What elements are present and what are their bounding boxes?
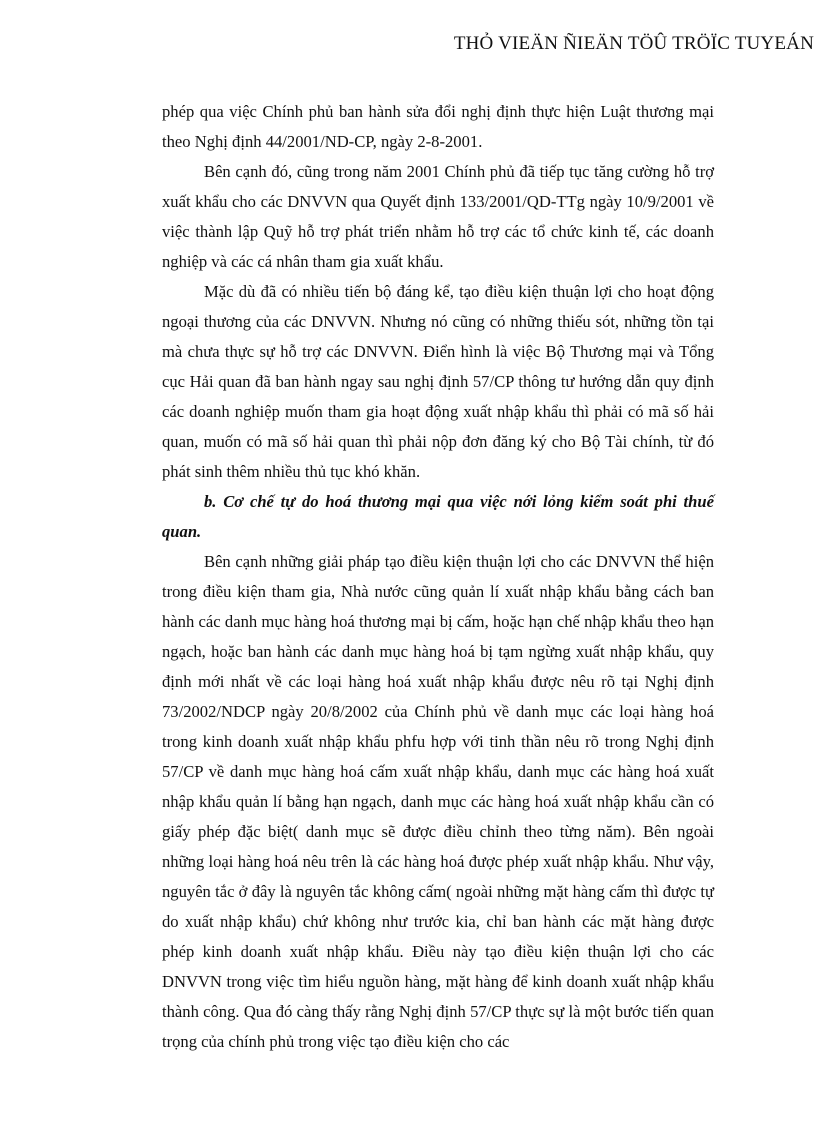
paragraph: Bên cạnh đó, cũng trong năm 2001 Chính phủ đã tiếp tục tăng cường hỗ trợ xuất khẩu cho các DNVVN qua Quyết định 133/2001/QD-TTg ngày 10/9/2001 về việc thành lập Quỹ hỗ trợ phát triển nhằm hỗ trợ các tổ chức kinh tế, các doanh nghiệp và các cá nhân tham gia xuất khẩu.: [162, 162, 714, 271]
paragraph: Bên cạnh những giải pháp tạo điều kiện thuận lợi cho các DNVVN thể hiện trong điều kiện tham gia, Nhà nước cũng quản lí xuất nhập khẩu bằng cách ban hành các danh mục hàng hoá thương mại bị cấm, hoặc hạn chế nhập khẩu theo hạn ngạch, hoặc ban hành các danh mục hàng hoá bị tạm ngừng xuất nhập khẩu, quy định mới nhất về các loại hàng hoá xuất nhập khẩu được nêu rõ tại Nghị định 73/2002/NDCP ngày 20/8/2002 của Chính phủ về danh mục các loại hàng hoá trong kinh doanh xuất nhập khẩu phfu hợp với tinh thần nêu rõ trong Nghị định 57/CP về danh mục hàng hoá cấm xuất nhập khẩu, danh mục các hàng hoá xuất nhập khẩu quản lí bằng hạn ngạch, danh mục các hàng hoá xuất nhập khẩu cần có giấy phép đặc biệt( danh mục sẽ được điều chỉnh theo từng năm). Bên ngoài những loại hàng hoá nêu trên là các hàng hoá được phép xuất nhập khẩu. Như vậy, nguyên tắc ở đây là nguyên tắc không cấm( ngoài những mặt hàng cấm thì được tự do xuất nhập khẩu) chứ không như trước kia, chỉ ban hành các mặt hàng được phép kinh doanh xuất nhập khẩu. Điều này tạo điều kiện thuận lợi cho các DNVVN trong việc tìm hiểu nguồn hàng, mặt hàng để kinh doanh xuất nhập khẩu thành công. Qua đó càng thấy rằng Nghị định 57/CP thực sự là một bước tiến quan trọng của chính phủ trong việc tạo điều kiện cho các: [162, 552, 714, 1051]
section-heading: b. Cơ chế tự do hoá thương mại qua việc nới lỏng kiểm soát phi thuế quan.: [162, 492, 714, 541]
running-header: THỎ VIEÄN ÑIEÄN TÖÛ TRÖÏC TUYEÁN: [453, 33, 814, 54]
paragraph: Mặc dù đã có nhiều tiến bộ đáng kể, tạo điều kiện thuận lợi cho hoạt động ngoại thương của các DNVVN. Nhưng nó cũng có những thiếu sót, những tồn tại mà chưa thực sự hỗ trợ các DNVVN. Điển hình là việc Bộ Thương mại và Tổng cục Hải quan đã ban hành ngay sau nghị định 57/CP thông tư hướng dẫn quy định các doanh nghiệp muốn tham gia hoạt động xuất nhập khẩu thì phải có mã số hải quan, muốn có mã số hải quan thì phải nộp đơn đăng ký cho Bộ Tài chính, từ đó phát sinh thêm nhiều thủ tục khó khăn.: [162, 282, 714, 481]
paragraph-continuation: phép qua việc Chính phủ ban hành sửa đổi nghị định thực hiện Luật thương mại theo Nghị định 44/2001/ND-CP, ngày 2-8-2001.: [162, 102, 714, 151]
body-text: [162, 97, 714, 1057]
